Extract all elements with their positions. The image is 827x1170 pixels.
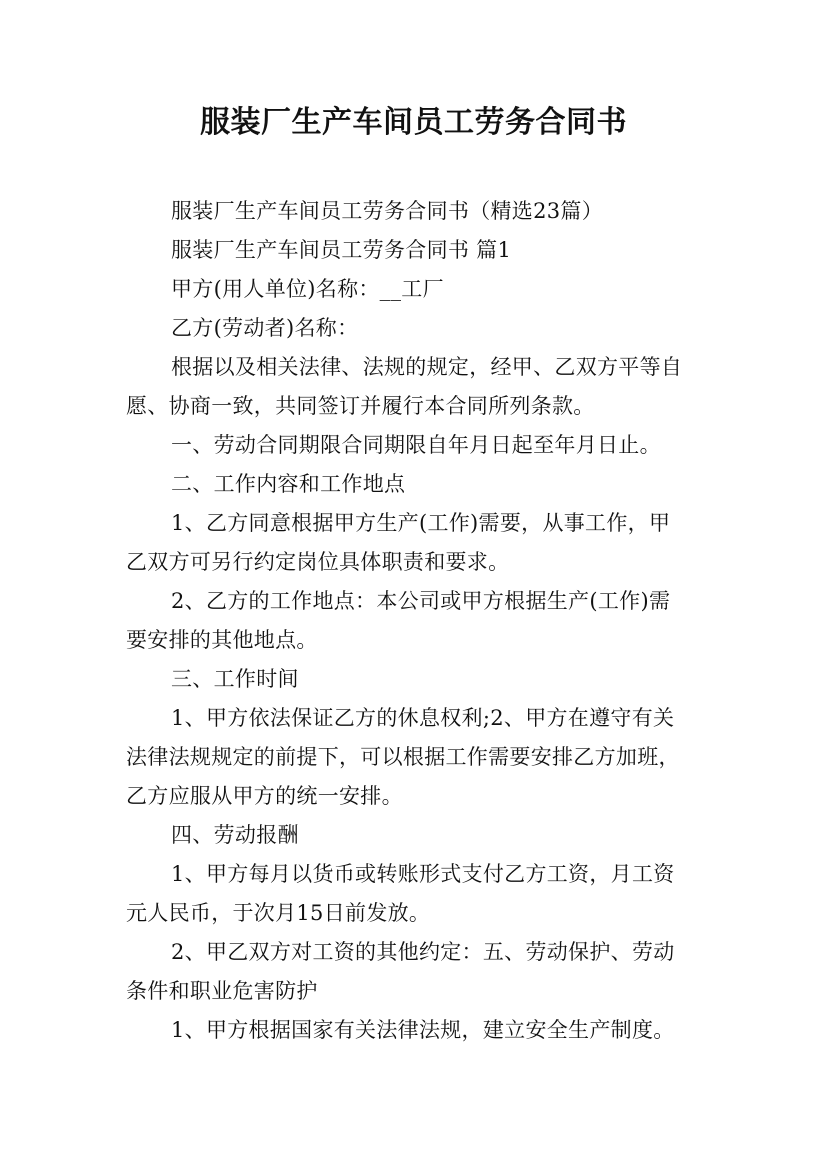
paragraph-line: 法律法规规定的前提下，可以根据工作需要安排乙方加班， [126,745,680,769]
paragraph-line: 根据以及相关法律、法规的规定，经甲、乙双方平等自 [171,355,683,379]
section-heading: 四、劳动报酬 [171,823,299,847]
document-title: 服装厂生产车间员工劳务合同书 [200,105,627,140]
section-heading: 三、工作时间 [171,667,299,691]
paragraph-line: 愿、协商一致，共同签订并履行本合同所列条款。 [126,394,595,418]
section-heading: 二、工作内容和工作地点 [171,472,406,496]
paragraph-line: 2、甲乙双方对工资的其他约定：五、劳动保护、劳动 [171,940,675,964]
paragraph-line: 条件和职业危害防护 [126,979,318,1003]
paragraph-line: 乙方应服从甲方的统一安排。 [126,784,403,808]
paragraph-line: 甲方(用人单位)名称：__工厂 [171,277,444,301]
paragraph-line: 1、甲方根据国家有关法律法规，建立安全生产制度。 [171,1018,675,1042]
paragraph-line: 服装厂生产车间员工劳务合同书（精选23篇） [171,199,604,223]
paragraph-line: 乙双方可另行约定岗位具体职责和要求。 [126,550,510,574]
paragraph-line: 1、乙方同意根据甲方生产(工作)需要，从事工作，甲 [171,511,671,535]
paragraph-line: 1、甲方依法保证乙方的休息权利;2、甲方在遵守有关 [171,706,675,730]
paragraph-line: 服装厂生产车间员工劳务合同书 篇1 [171,238,512,262]
paragraph-line: 2、乙方的工作地点：本公司或甲方根据生产(工作)需 [171,589,671,613]
paragraph-line: 一、劳动合同期限合同期限自年月日起至年月日止。 [171,433,661,457]
paragraph-line: 乙方(劳动者)名称： [171,316,359,340]
paragraph-line: 要安排的其他地点。 [126,628,318,652]
paragraph-line: 元人民币，于次月15日前发放。 [126,901,431,925]
paragraph-line: 1、甲方每月以货币或转账形式支付乙方工资，月工资 [171,862,675,886]
